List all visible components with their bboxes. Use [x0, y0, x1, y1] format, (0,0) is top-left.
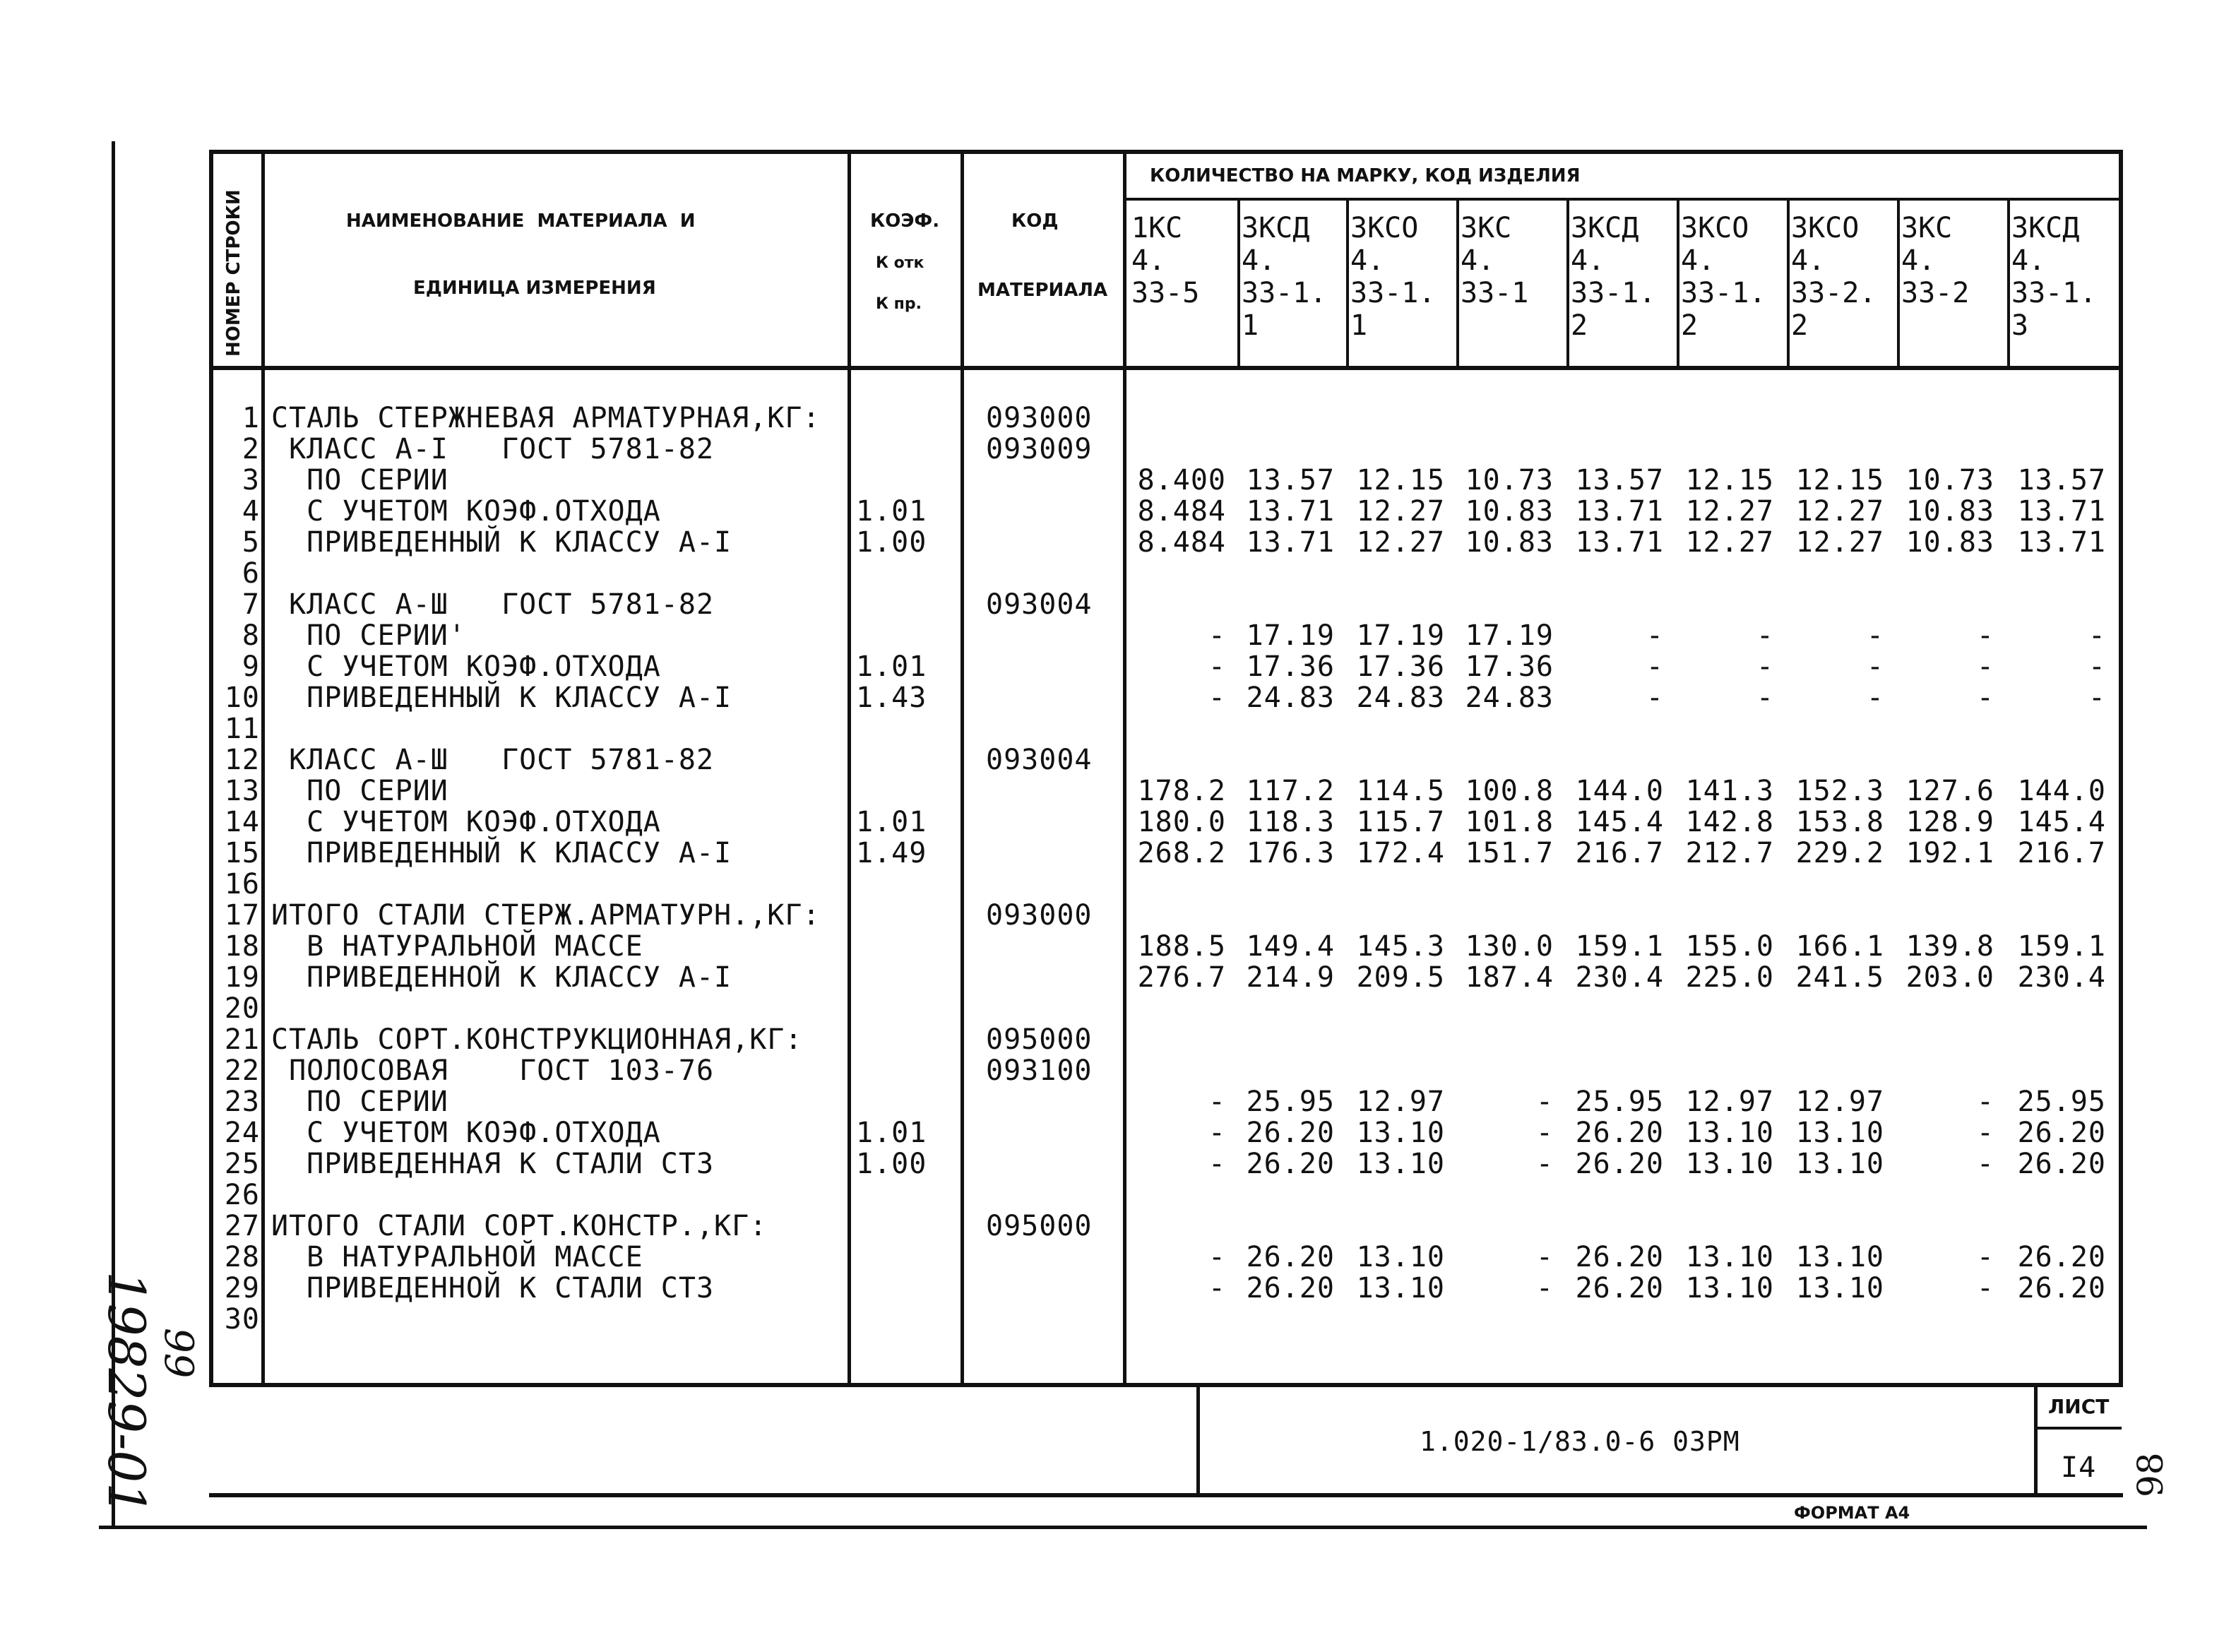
header-coef-line2: К отк — [876, 254, 924, 272]
product-column-header-line: 3КСО — [1681, 212, 1749, 244]
sheet-number: I4 — [2061, 1451, 2097, 1484]
sep-col-8 — [2007, 199, 2010, 367]
doc-code: 1.020-1/83.0-6 03РМ — [1420, 1426, 1740, 1457]
row-value: 13.10 — [1685, 1272, 1774, 1305]
row-value: 101.8 — [1465, 806, 1554, 838]
row-value: 144.0 — [2017, 775, 2106, 807]
sep-col-7 — [1897, 199, 1900, 367]
row-number: 15 — [224, 837, 260, 869]
row-coef: 1.00 — [856, 1148, 927, 1180]
product-column-header-line: 4. — [1350, 244, 1385, 277]
row-material-name: С УЧЕТОМ КОЭФ.ОТХОДА — [271, 495, 661, 528]
row-material-name: ПО СЕРИИ — [271, 464, 448, 497]
row-value: - — [1646, 650, 1664, 683]
sep-name — [848, 150, 851, 1386]
row-value: 13.10 — [1795, 1148, 1884, 1180]
product-column-header-line: 4. — [1571, 244, 1605, 277]
row-number: 12 — [224, 744, 260, 776]
product-column-header — [1131, 212, 1199, 309]
row-value: 159.1 — [1575, 930, 1664, 963]
row-value: - — [1756, 682, 1774, 714]
row-value: - — [1208, 1272, 1226, 1305]
title-block-bottom — [209, 1493, 2123, 1497]
product-column-header — [2011, 212, 2096, 342]
row-value: 151.7 — [1465, 837, 1554, 869]
row-number: 4 — [242, 495, 260, 528]
frame-top — [209, 150, 2123, 154]
product-column-header-line: 2 — [1791, 309, 1809, 342]
row-value: 268.2 — [1137, 837, 1226, 869]
row-value: 128.9 — [1905, 806, 1994, 838]
row-number: 13 — [224, 775, 260, 807]
row-value: 10.73 — [1905, 464, 1994, 497]
row-value: - — [1208, 682, 1226, 714]
row-material-name: С УЧЕТОМ КОЭФ.ОТХОДА — [271, 1117, 661, 1149]
row-number: 26 — [224, 1179, 260, 1211]
row-value: 13.10 — [1356, 1148, 1445, 1180]
row-value: - — [1976, 682, 1994, 714]
sep-col-6 — [1787, 199, 1790, 367]
row-material-name: ПРИВЕДЕННЫЙ К КЛАССУ А-I — [271, 837, 732, 869]
header-quantity: КОЛИЧЕСТВО НА МАРКУ, КОД ИЗДЕЛИЯ — [1150, 165, 1581, 186]
row-value: 118.3 — [1246, 806, 1335, 838]
product-column-header — [1681, 212, 1766, 342]
row-value: - — [1976, 650, 1994, 683]
row-value: 26.20 — [2017, 1148, 2106, 1180]
product-column-header-line: 4. — [1681, 244, 1715, 277]
header-coef-line3: К пр. — [876, 295, 922, 313]
row-value: 117.2 — [1246, 775, 1335, 807]
row-value: 12.27 — [1356, 526, 1445, 559]
row-value: 13.71 — [1246, 526, 1335, 559]
format-label: ФОРМАТ А4 — [1794, 1503, 1910, 1523]
row-code: 093100 — [986, 1054, 1093, 1087]
row-coef: 1.49 — [856, 837, 927, 869]
row-value: 153.8 — [1795, 806, 1884, 838]
product-column-header-line: 33-1 — [1461, 277, 1529, 309]
row-value: 26.20 — [1575, 1241, 1664, 1273]
row-value: 13.10 — [1685, 1148, 1774, 1180]
row-number: 27 — [224, 1210, 260, 1242]
row-value: 159.1 — [2017, 930, 2106, 963]
row-value: 13.57 — [1575, 464, 1664, 497]
product-column-header-line: 33-1. — [1571, 277, 1656, 309]
row-value: - — [2088, 619, 2106, 652]
row-value: 13.10 — [1795, 1117, 1884, 1149]
product-column-header-line: 1 — [1242, 309, 1259, 342]
right-page-number: 98 — [2130, 1452, 2171, 1497]
row-number: 14 — [224, 806, 260, 838]
row-value: - — [1535, 1272, 1554, 1305]
row-value: - — [1208, 1117, 1226, 1149]
row-value: 13.71 — [1575, 495, 1664, 528]
row-value: 8.400 — [1137, 464, 1226, 497]
row-coef: 1.01 — [856, 1117, 927, 1149]
product-column-header — [1350, 212, 1435, 342]
row-material-name: КЛАСС А-I ГОСТ 5781-82 — [271, 433, 715, 465]
row-code: 095000 — [986, 1210, 1093, 1242]
row-value: 115.7 — [1356, 806, 1445, 838]
row-value: 209.5 — [1356, 961, 1445, 994]
row-material-name: ПРИВЕДЕННАЯ К СТАЛИ СТ3 — [271, 1148, 715, 1180]
product-column-header-line: 3 — [2011, 309, 2029, 342]
row-value: - — [1976, 1272, 1994, 1305]
row-number: 25 — [224, 1148, 260, 1180]
row-number: 23 — [224, 1086, 260, 1118]
row-coef: 1.01 — [856, 495, 927, 528]
row-value: 26.20 — [1575, 1148, 1664, 1180]
row-value: - — [1535, 1086, 1554, 1118]
row-value: 100.8 — [1465, 775, 1554, 807]
row-value: - — [1535, 1148, 1554, 1180]
title-block-mid — [1196, 1383, 1200, 1496]
row-number: 6 — [242, 557, 260, 590]
row-material-name: СТАЛЬ СТЕРЖНЕВАЯ АРМАТУРНАЯ,КГ: — [271, 402, 821, 434]
row-value: - — [2088, 682, 2106, 714]
row-material-name: ПРИВЕДЕННЫЙ К КЛАССУ А-I — [271, 682, 732, 714]
header-row-number: НОМЕР СТРОКИ — [223, 189, 244, 357]
row-value: 203.0 — [1905, 961, 1994, 994]
row-code: 093004 — [986, 588, 1093, 621]
row-value: 229.2 — [1795, 837, 1884, 869]
row-value: 12.27 — [1685, 495, 1774, 528]
product-column-header — [1242, 212, 1326, 342]
product-column-header-line: 4. — [1461, 244, 1495, 277]
row-value: 12.27 — [1356, 495, 1445, 528]
row-value: 13.10 — [1356, 1117, 1445, 1149]
sep-col-3 — [1456, 199, 1459, 367]
row-number: 30 — [224, 1303, 260, 1336]
row-value: 166.1 — [1795, 930, 1884, 963]
row-value: 26.20 — [1575, 1117, 1664, 1149]
row-material-name: С УЧЕТОМ КОЭФ.ОТХОДА — [271, 650, 661, 683]
row-material-name: ИТОГО СТАЛИ СОРТ.КОНСТР.,КГ: — [271, 1210, 768, 1242]
row-number: 8 — [242, 619, 260, 652]
sep-col-4 — [1566, 199, 1569, 367]
row-value: 13.71 — [2017, 526, 2106, 559]
product-column-header-line: 1КС — [1131, 212, 1183, 244]
row-value: 145.3 — [1356, 930, 1445, 963]
row-value: - — [1866, 619, 1884, 652]
row-value: 149.4 — [1246, 930, 1335, 963]
row-value: 13.57 — [2017, 464, 2106, 497]
product-column-header-line: 33-1. — [2011, 277, 2097, 309]
row-code: 093004 — [986, 744, 1093, 776]
row-value: - — [1646, 619, 1664, 652]
product-column-header-line: 3КС — [1901, 212, 1953, 244]
header-code-line1: КОД — [1011, 210, 1059, 232]
product-column-header-line: 3КСО — [1350, 212, 1419, 244]
row-value: 8.484 — [1137, 495, 1226, 528]
row-code: 093000 — [986, 402, 1093, 434]
row-value: - — [1208, 1086, 1226, 1118]
product-column-header-line: 4. — [2011, 244, 2046, 277]
product-column-header-line: 4. — [1791, 244, 1826, 277]
row-value: 13.10 — [1795, 1241, 1884, 1273]
sep-col-1 — [1237, 199, 1240, 367]
row-value: 26.20 — [1575, 1272, 1664, 1305]
row-value: 230.4 — [2017, 961, 2106, 994]
row-code: 095000 — [986, 1023, 1093, 1056]
row-value: 176.3 — [1246, 837, 1335, 869]
product-column-header-line: 33-1. — [1350, 277, 1436, 309]
product-column-header — [1791, 212, 1876, 342]
row-value: 13.71 — [1246, 495, 1335, 528]
row-value: 13.10 — [1795, 1272, 1884, 1305]
row-value: 12.15 — [1685, 464, 1774, 497]
row-value: 13.10 — [1356, 1241, 1445, 1273]
row-value: - — [1976, 1241, 1994, 1273]
title-block-top — [209, 1383, 2123, 1387]
sheet-label: ЛИСТ — [2048, 1395, 2110, 1418]
row-value: 155.0 — [1685, 930, 1774, 963]
row-material-name: СТАЛЬ СОРТ.КОНСТРУКЦИОННАЯ,КГ: — [271, 1023, 803, 1056]
title-block-sheet-line — [2034, 1427, 2122, 1430]
row-material-name: ПО СЕРИИ — [271, 1086, 448, 1118]
row-value: 214.9 — [1246, 961, 1335, 994]
row-value: 26.20 — [1246, 1241, 1335, 1273]
product-column-header-line: 2 — [1571, 309, 1588, 342]
header-material-line2: ЕДИНИЦА ИЗМЕРЕНИЯ — [413, 278, 656, 299]
row-value: 12.97 — [1685, 1086, 1774, 1118]
row-value: 212.7 — [1685, 837, 1774, 869]
row-material-name: ПРИВЕДЕННЫЙ К КЛАССУ А-I — [271, 526, 732, 559]
row-value: 216.7 — [1575, 837, 1664, 869]
row-value: - — [1208, 1241, 1226, 1273]
row-value: 17.36 — [1356, 650, 1445, 683]
row-value: 10.83 — [1465, 495, 1554, 528]
row-value: 13.10 — [1356, 1272, 1445, 1305]
row-number: 24 — [224, 1117, 260, 1149]
row-material-name: ПОЛОСОВАЯ ГОСТ 103-76 — [271, 1054, 715, 1087]
product-column-header-line: 1 — [1350, 309, 1368, 342]
row-value: - — [1208, 619, 1226, 652]
row-value: 12.27 — [1685, 526, 1774, 559]
row-value: 25.95 — [2017, 1086, 2106, 1118]
row-value: 17.19 — [1465, 619, 1554, 652]
header-code-line2: МАТЕРИАЛА — [977, 280, 1108, 301]
row-value: 26.20 — [2017, 1241, 2106, 1273]
row-value: 225.0 — [1685, 961, 1774, 994]
row-value: 216.7 — [2017, 837, 2106, 869]
row-value: 25.95 — [1246, 1086, 1335, 1118]
product-column-header-line: 33-5 — [1131, 277, 1200, 309]
row-number: 29 — [224, 1272, 260, 1305]
row-value: 230.4 — [1575, 961, 1664, 994]
row-value: 8.484 — [1137, 526, 1226, 559]
row-value: 25.95 — [1575, 1086, 1664, 1118]
row-number: 3 — [242, 464, 260, 497]
row-value: 17.36 — [1246, 650, 1335, 683]
row-value: - — [1208, 1148, 1226, 1180]
product-column-header-line: 4. — [1242, 244, 1276, 277]
row-number: 5 — [242, 526, 260, 559]
row-value: 13.71 — [1575, 526, 1664, 559]
row-number: 20 — [224, 992, 260, 1025]
row-value: 145.4 — [2017, 806, 2106, 838]
header-material-line1: НАИМЕНОВАНИЕ МАТЕРИАЛА И — [346, 210, 696, 232]
row-value: 12.97 — [1795, 1086, 1884, 1118]
row-material-name: В НАТУРАЛЬНОЙ МАССЕ — [271, 930, 643, 963]
row-value: 178.2 — [1137, 775, 1226, 807]
row-value: 142.8 — [1685, 806, 1774, 838]
row-value: - — [1646, 682, 1664, 714]
header-bottom-line — [209, 366, 2122, 370]
row-number: 19 — [224, 961, 260, 994]
row-value: 152.3 — [1795, 775, 1884, 807]
product-column-header-line: 33-1. — [1681, 277, 1766, 309]
row-code: 093000 — [986, 899, 1093, 932]
row-value: - — [1756, 650, 1774, 683]
sep-rownum — [261, 150, 265, 1386]
row-value: - — [1208, 650, 1226, 683]
product-column-header-line: 33-2. — [1791, 277, 1877, 309]
row-value: 276.7 — [1137, 961, 1226, 994]
row-number: 28 — [224, 1241, 260, 1273]
row-value: 13.10 — [1685, 1117, 1774, 1149]
row-value: 12.97 — [1356, 1086, 1445, 1118]
row-value: 13.71 — [2017, 495, 2106, 528]
product-column-header-line: 3КСД — [1242, 212, 1310, 244]
row-number: 21 — [224, 1023, 260, 1056]
row-coef: 1.01 — [856, 650, 927, 683]
row-value: 26.20 — [2017, 1117, 2106, 1149]
product-column-header — [1901, 212, 1969, 309]
sep-code — [1123, 150, 1126, 1386]
row-number: 7 — [242, 588, 260, 621]
row-material-name: В НАТУРАЛЬНОЙ МАССЕ — [271, 1241, 643, 1273]
row-material-name: КЛАСС А-Ш ГОСТ 5781-82 — [271, 588, 715, 621]
row-coef: 1.01 — [856, 806, 927, 838]
row-value: 139.8 — [1905, 930, 1994, 963]
row-value: 12.15 — [1356, 464, 1445, 497]
row-coef: 1.43 — [856, 682, 927, 714]
row-value: 24.83 — [1465, 682, 1554, 714]
row-value: - — [1976, 1148, 1994, 1180]
row-value: 24.83 — [1246, 682, 1335, 714]
row-material-name: ПО СЕРИИ — [271, 775, 448, 807]
product-column-header-line: 33-2 — [1901, 277, 1970, 309]
row-value: 13.10 — [1685, 1241, 1774, 1273]
row-value: 180.0 — [1137, 806, 1226, 838]
product-column-header-line: 3КСД — [2011, 212, 2080, 244]
row-material-name: ПРИВЕДЕННОЙ К СТАЛИ СТ3 — [271, 1272, 715, 1305]
row-value: - — [1535, 1117, 1554, 1149]
row-code: 093009 — [986, 433, 1093, 465]
row-number: 2 — [242, 433, 260, 465]
row-number: 1 — [242, 402, 260, 434]
product-column-header-line: 3КСД — [1571, 212, 1639, 244]
row-value: 26.20 — [1246, 1272, 1335, 1305]
product-column-header-line: 4. — [1131, 244, 1166, 277]
product-column-header-line: 2 — [1681, 309, 1699, 342]
row-number: 18 — [224, 930, 260, 963]
product-column-header-line: 3КСО — [1791, 212, 1860, 244]
row-number: 11 — [224, 713, 260, 745]
row-value: 12.27 — [1795, 495, 1884, 528]
row-number: 22 — [224, 1054, 260, 1087]
row-value: 10.83 — [1465, 526, 1554, 559]
row-value: 17.19 — [1246, 619, 1335, 652]
product-column-header — [1571, 212, 1655, 342]
product-column-header — [1461, 212, 1528, 309]
product-column-header-line: 33-1. — [1242, 277, 1327, 309]
row-value: 141.3 — [1685, 775, 1774, 807]
row-value: 26.20 — [1246, 1117, 1335, 1149]
row-value: 17.36 — [1465, 650, 1554, 683]
row-value: 12.15 — [1795, 464, 1884, 497]
sep-col-5 — [1677, 199, 1679, 367]
sep-quantity-header — [1123, 198, 2122, 201]
sep-col-2 — [1346, 199, 1349, 367]
row-value: - — [1866, 682, 1884, 714]
row-value: 24.83 — [1356, 682, 1445, 714]
row-value: 127.6 — [1905, 775, 1994, 807]
row-value: - — [1756, 619, 1774, 652]
row-value: 145.4 — [1575, 806, 1664, 838]
row-value: 130.0 — [1465, 930, 1554, 963]
sep-coef — [961, 150, 964, 1386]
row-value: 192.1 — [1905, 837, 1994, 869]
row-value: - — [1976, 1117, 1994, 1149]
row-material-name: ПО СЕРИИ' — [271, 619, 466, 652]
row-value: - — [1535, 1241, 1554, 1273]
row-number: 10 — [224, 682, 260, 714]
margin-note: 19829-01 — [97, 1271, 156, 1515]
row-value: - — [1866, 650, 1884, 683]
row-value: 10.83 — [1905, 526, 1994, 559]
row-material-name: С УЧЕТОМ КОЭФ.ОТХОДА — [271, 806, 661, 838]
row-value: 26.20 — [1246, 1148, 1335, 1180]
row-material-name: ПРИВЕДЕННОЙ К КЛАССУ А-I — [271, 961, 732, 994]
row-value: - — [2088, 650, 2106, 683]
row-value: 10.73 — [1465, 464, 1554, 497]
row-value: 114.5 — [1356, 775, 1445, 807]
bottom-margin-line — [99, 1526, 2147, 1529]
row-value: 10.83 — [1905, 495, 1994, 528]
row-number: 17 — [224, 899, 260, 932]
row-material-name: ИТОГО СТАЛИ СТЕРЖ.АРМАТУРН.,КГ: — [271, 899, 821, 932]
row-value: 17.19 — [1356, 619, 1445, 652]
margin-page: 99 — [155, 1328, 201, 1379]
header-coef-line1: КОЭФ. — [870, 210, 940, 232]
row-value: 188.5 — [1137, 930, 1226, 963]
row-value: 172.4 — [1356, 837, 1445, 869]
row-value: - — [1976, 619, 1994, 652]
row-coef: 1.00 — [856, 526, 927, 559]
product-column-header-line: 3КС — [1461, 212, 1512, 244]
row-value: 187.4 — [1465, 961, 1554, 994]
row-value: 12.27 — [1795, 526, 1884, 559]
title-block-sheet-sep — [2034, 1383, 2038, 1496]
row-material-name: КЛАСС А-Ш ГОСТ 5781-82 — [271, 744, 715, 776]
frame-right — [2119, 150, 2123, 1386]
row-value: 241.5 — [1795, 961, 1884, 994]
row-value: 26.20 — [2017, 1272, 2106, 1305]
row-value: - — [1976, 1086, 1994, 1118]
row-value: 13.57 — [1246, 464, 1335, 497]
row-value: 144.0 — [1575, 775, 1664, 807]
row-number: 9 — [242, 650, 260, 683]
row-number: 16 — [224, 868, 260, 901]
product-column-header-line: 4. — [1901, 244, 1936, 277]
